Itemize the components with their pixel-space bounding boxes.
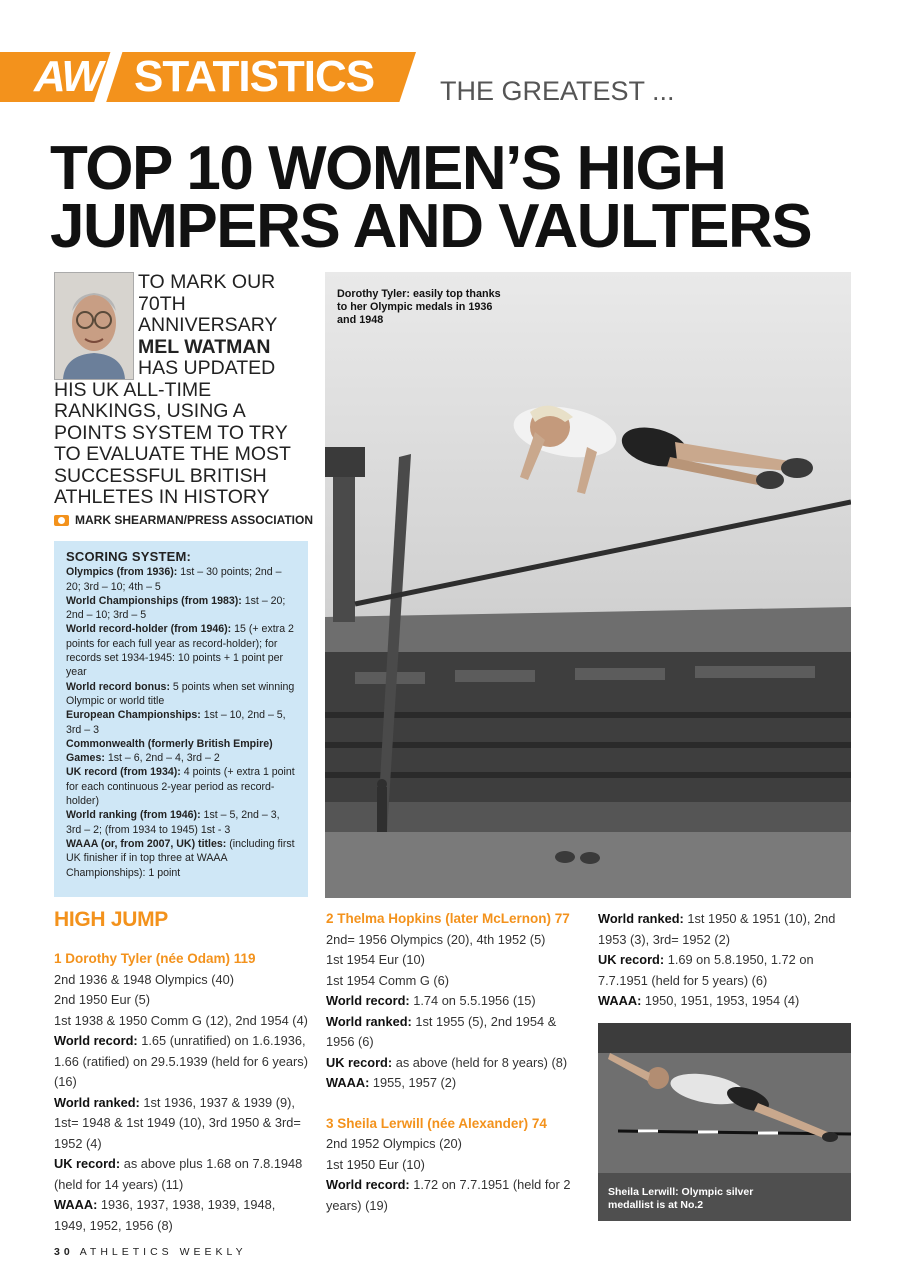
stat-value: 1st 1955 (5), 2nd 1954 & 1956 (6) [326,1013,557,1049]
scoring-text: 1st – 30 points; 2nd – 20; 3rd – 10; 4th – 5 [66,566,282,593]
stat-label: World ranked: [598,911,684,926]
scoring-label: World Championships (from 1983): [66,594,242,607]
scoring-row [66,680,296,709]
scoring-label: UK record (from 1934): [66,766,181,779]
stat-label: World ranked: [54,1094,140,1110]
scoring-title: SCORING SYSTEM: [66,549,192,564]
athlete-name: 1 Dorothy Tyler (née Odam) 119 [54,951,256,966]
scoring-label: WAAA (or, from 2007, UK) titles: [66,837,227,850]
result-line: 1st 1938 & 1950 Comm G (12), 2nd 1954 (4) [54,1012,308,1028]
intro-standfirst [54,272,309,509]
page-number: 30 [54,1246,74,1258]
secondary-photo-caption: Sheila Lerwill: Olympic silver medallist is at No.2 [608,1186,754,1211]
article-column-2 [326,909,584,1216]
publication-name: ATHLETICS WEEKLY [79,1246,247,1258]
stat-label: WAAA: [598,993,642,1008]
scoring-text: 1st – 20; 2nd – 10; 3rd – 5 [66,594,286,622]
stat-label: WAAA: [54,1197,98,1212]
result-line [598,909,853,950]
stat-label: UK record: [598,952,665,967]
result-line [326,991,584,1012]
scoring-row [66,565,296,594]
result-line [54,1154,310,1195]
stat-value: 1st 1936, 1937 & 1939 (9), 1st= 1948 & 1st 1949 (10), 3rd 1950 & 3rd= 1952 (4) [54,1094,301,1151]
result-line: 2nd= 1956 Olympics (20), 4th 1952 (5) [326,931,546,947]
result-line [54,1093,310,1155]
result-line [326,1053,584,1074]
aw-logo: AW [34,52,101,101]
result-line: 1st 1950 Eur (10) [326,1156,425,1172]
stat-value: 1950, 1951, 1953, 1954 (4) [641,993,800,1008]
stat-label: World record: [326,1177,410,1192]
result-line: 2nd 1950 Eur (5) [54,992,151,1007]
article-column-1 [54,949,310,1236]
page-footer [54,1246,247,1258]
scoring-row [66,708,296,737]
scoring-label: Commonwealth (formerly British Empire) Games: [66,737,273,765]
result-line [54,1031,310,1093]
scoring-row [66,837,296,880]
photo-credit-text: MARK SHEARMAN/PRESS ASSOCIATION [75,513,314,527]
stat-label: WAAA: [326,1075,370,1090]
scoring-text: 4 points (+ extra 1 point for each continuous 2-year period as record-holder) [66,766,295,808]
result-line: 1st 1954 Comm G (6) [326,972,450,988]
stat-value: 1.72 on 7.7.1951 (held for 2 years) (19) [326,1177,571,1213]
stat-label: World record: [54,1033,138,1048]
stat-value: as above (held for 8 years) (8) [392,1054,568,1070]
stat-label: World ranked: [326,1013,412,1029]
main-photo [325,272,851,898]
camera-icon [54,515,69,526]
intro-text-1: TO MARK OUR 70TH ANNIVERSARY [138,271,278,336]
main-photo-caption: Dorothy Tyler: easily top thanks to her Olympic medals in 1936 and 1948 [337,288,501,326]
article-column-3 [598,909,853,1012]
result-line: 2nd 1936 & 1948 Olympics (40) [54,971,234,987]
secondary-photo [598,1023,851,1221]
result-line [326,1175,584,1216]
result-line [54,1195,310,1236]
result-line [326,1012,584,1053]
scoring-label: World record-holder (from 1946): [66,623,232,636]
scoring-label: Olympics (from 1936): [66,566,178,579]
scoring-row [66,737,296,766]
result-line: 1st 1954 Eur (10) [326,952,425,967]
author-name: MEL WATMAN [138,335,271,358]
scoring-text: 1st – 6, 2nd – 4, 3rd – 2 [104,752,220,765]
scoring-row [66,765,296,808]
page-title: TOP 10 WOMEN’S HIGH JUMPERS AND VAULTERS [50,134,812,261]
result-line [598,950,853,991]
scoring-label: European Championships: [66,709,201,722]
stat-value: 1.69 on 5.8.1950, 1.72 on 7.7.1951 (held for 5 years) (6) [598,952,814,988]
result-line [598,991,853,1012]
scoring-system-box [54,541,308,897]
stat-label: UK record: [54,1156,121,1171]
stat-value: 1.65 (unratified) on 1.6.1936, 1.66 (ratified) on 29.5.1939 (held for 6 years) (16) [54,1033,308,1089]
athlete-name: 2 Thelma Hopkins (later McLernon) 77 [326,911,570,926]
stat-value: 1936, 1937, 1938, 1939, 1948, 1949, 1952, 1956 (8) [54,1197,276,1233]
result-line: 2nd 1952 Olympics (20) [326,1136,462,1151]
scoring-text: 15 (+ extra 2 points for each full year as record-holder); for records set 1934-1945: 10 points + 1 point per year [66,623,294,679]
stat-value: 1.74 on 5.5.1956 (15) [409,993,536,1008]
stat-value: 1955, 1957 (2) [369,1075,457,1090]
stat-label: UK record: [326,1054,393,1070]
stat-label: World record: [326,993,410,1008]
section-label: STATISTICS [134,52,375,101]
scoring-text: 1st – 10, 2nd – 5, 3rd – 3 [66,709,286,736]
scoring-label: World ranking (from 1946): [66,809,201,822]
scoring-row [66,594,296,623]
result-line [326,1073,584,1094]
scoring-row [66,808,296,837]
section-title-high-jump: HIGH JUMP [54,908,168,931]
scoring-text: 5 points when set winning Olympic or world title [66,680,295,707]
photo-credit [54,513,313,527]
series-kicker: THE GREATEST ... [440,76,675,106]
scoring-text: (including first UK finisher if in top three at WAAA Championships): 1 point [66,837,295,879]
scoring-row [66,622,296,679]
scoring-label: World record bonus: [66,680,170,693]
scoring-text: 1st – 5, 2nd – 3, 3rd – 2; (from 1934 to 1945) 1st - 3 [66,809,280,836]
stat-value: as above plus 1.68 on 7.8.1948 (held for 14 years) (11) [54,1156,303,1192]
stat-value: 1st 1950 & 1951 (10), 2nd 1953 (3), 3rd= 1952 (2) [598,911,836,947]
intro-text-2: HAS UPDATED HIS UK ALL-TIME RANKINGS, USING A POINTS SYSTEM TO TRY TO EVALUATE THE MOST SUCCESSFUL BRITISH ATHLETES IN HISTORY [54,357,291,508]
athlete-name: 3 Sheila Lerwill (née Alexander) 74 [326,1115,547,1131]
